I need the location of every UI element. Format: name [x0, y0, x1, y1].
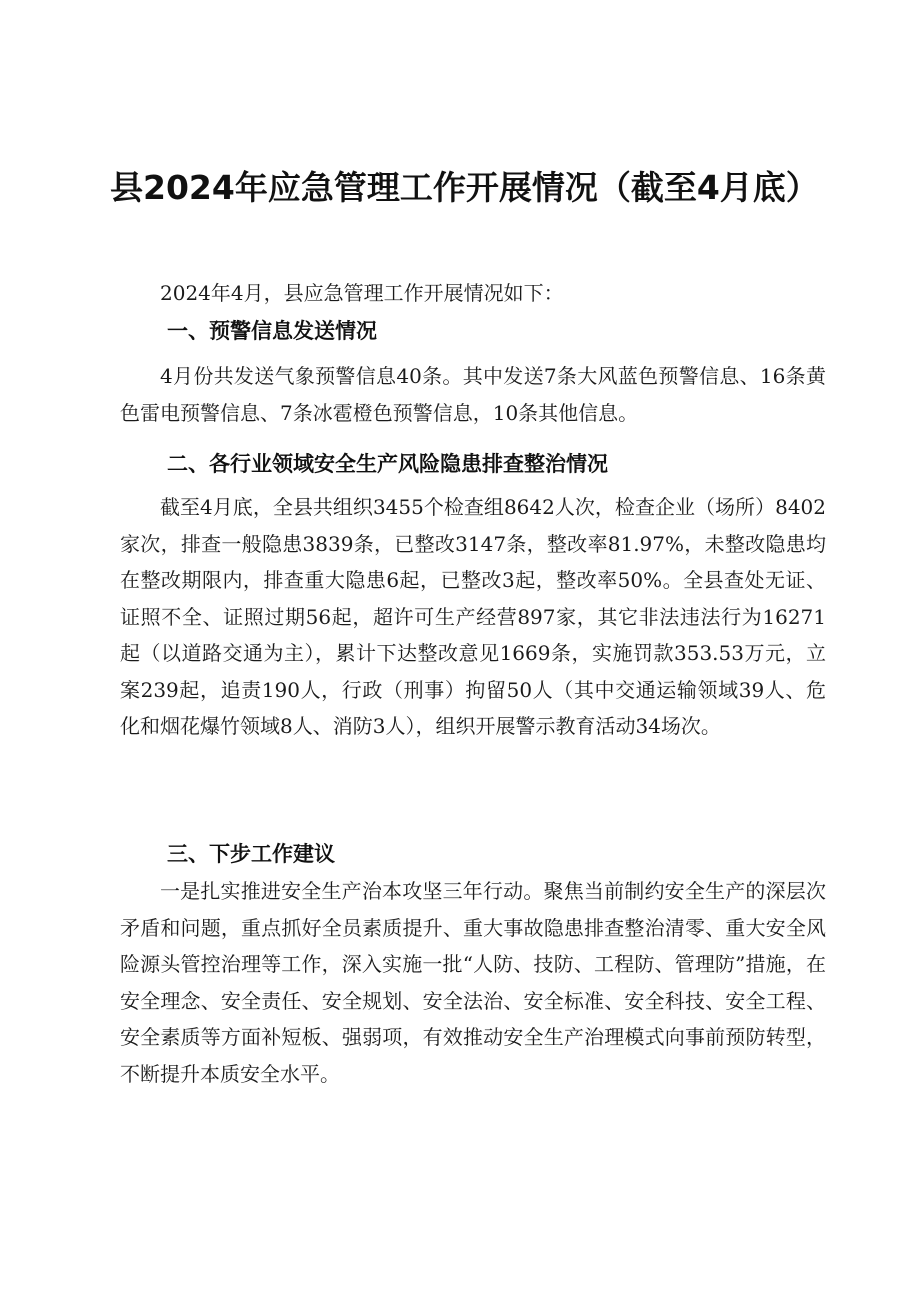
section-paragraph-next-steps: 一是扎实推进安全生产治本攻坚三年行动。聚焦当前制约安全生产的深层次矛盾和问题，重点抓好全员素质提升、重大事故隐患排查整治清零、重大安全风险源头管控治理等工作，深入实施一批“人防、技防、工程防、管理防”措施，在安全理念、安全责任、安全规划、安全法治、安全标准、安全科技、安全工程、安全素质等方面补短板、强弱项，有效推动安全生产治理模式向事前预防转型，不断提升本质安全水平。 — [120, 879, 826, 1086]
document-title: 县2024年应急管理工作开展情况（截至4月底） — [110, 168, 819, 207]
section-paragraph-warning-info: 4月份共发送气象预警信息40条。其中发送7条大风蓝色预警信息、16条黄色雷电预警信息、7条冰雹橙色预警信息，10条其他信息。 — [120, 364, 826, 425]
section-paragraph-risk-inspection: 截至4月底，全县共组织3455个检查组8642人次，检查企业（场所）8402家次，排查一般隐患3839条，已整改3147条，整改率81.97%，未整改隐患均在整改期限内，排查重大隐患6起，已整改3起，整改率50%。全县查处无证、证照不全、证照过期56起，超许可生产经营897家，其它非法违法行为16271起（以道路交通为主），累计下达整改意见1669条，实施罚款353.53万元，立案239起，追责190人，行政（刑事）拘留50人（其中交通运输领域39人、危化和烟花爆竹领域8人、消防3人），组织开展警示教育活动34场次。 — [120, 495, 826, 738]
intro-paragraph: 2024年4月，县应急管理工作开展情况如下： — [160, 281, 564, 305]
section-heading-risk-inspection: 二、各行业领域安全生产风险隐患排查整治情况 — [167, 452, 608, 476]
section-heading-warning-info: 一、预警信息发送情况 — [167, 319, 377, 343]
section-heading-next-steps: 三、下步工作建议 — [167, 842, 335, 866]
